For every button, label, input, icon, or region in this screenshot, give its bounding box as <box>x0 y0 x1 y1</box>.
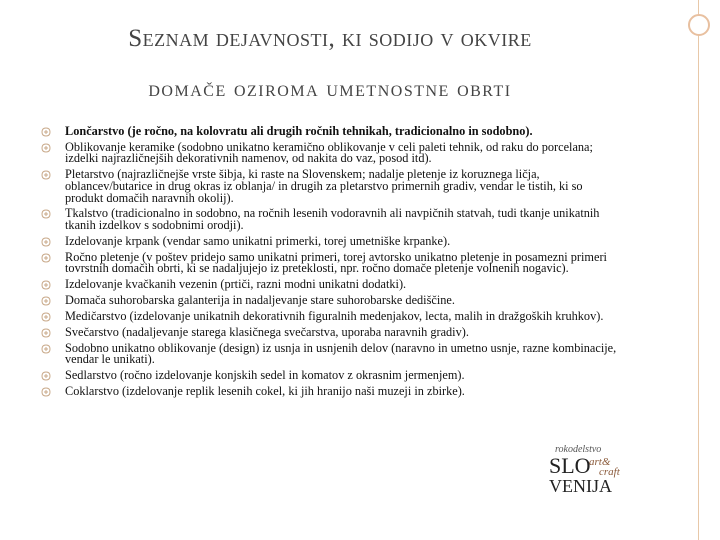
logo-letters-bottom: VENIJA <box>549 476 612 495</box>
list-item <box>40 208 620 231</box>
title-line-2: domače oziroma umetnostne obrti <box>148 76 512 101</box>
list-item <box>40 324 620 339</box>
list-item <box>40 233 620 248</box>
bullet-icon <box>41 387 51 397</box>
bullet-icon <box>41 237 51 247</box>
list-item-text: Medičarstvo (izdelovanje unikatnih dekorativnih figuralnih medenjakov, lecta, malih in dražgoških kruhkov). <box>65 309 604 324</box>
list-item <box>40 249 620 276</box>
list-item-text: Svečarstvo (nadaljevanje starega klasičnega svečarstva, uporaba naravnih gradiv). <box>65 324 469 339</box>
logo-top-text: rokodelstvo <box>555 444 602 455</box>
list-item-text: Ročno pletenje (v poštev pridejo samo unikatni primeri, torej avtorsko unikatno pletenje in posamezni primeri tovrstnih domačih obrti, ki se nadaljujejo iz preteklosti, npr. ročno domače pletenje volnenih nogavic). <box>65 249 607 276</box>
list-item <box>40 295 620 307</box>
bullet-icon <box>41 253 51 263</box>
list-item <box>40 279 620 291</box>
bullet-icon <box>41 143 51 153</box>
bullet-icon <box>41 312 51 322</box>
rokodelstvo-logo <box>547 443 637 495</box>
list-item-text: Izdelovanje krpank (vendar samo unikatni primerki, torej umetniške krpanke). <box>65 233 451 248</box>
bullet-icon <box>41 209 51 219</box>
bullet-icon <box>41 371 51 381</box>
list-item <box>40 311 620 323</box>
list-item-text: Pletarstvo (najrazličnejše vrste šibja, ki raste na Slovenskem; nadalje pletenje iz koruznega ličja, oblancev/butarice in drug okras iz oblanja/ in drugih za pletarstvo primernih gradiv, vendar le tistih, ki so produkt domačih naravnih okolij). <box>65 167 583 205</box>
list-item <box>40 340 620 367</box>
title-line-1: Seznam dejavnosti, ki sodijo v okvire <box>128 25 532 52</box>
list-item-text: Sodobno unikatno oblikovanje (design) iz usnja in usnjenih delov (naravno in umetno usnje, razne kombinacije, vendar le unikati). <box>65 340 617 367</box>
bullet-icon <box>41 170 51 180</box>
list-item-text: Coklarstvo (izdelovanje replik lesenih cokel, ki jih hranijo naši muzeji in zbirke). <box>65 384 465 399</box>
list-item-text: Izdelovanje kvačkanih vezenin (prtiči, razni modni unikatni dodatki). <box>65 277 407 292</box>
bullet-icon <box>41 296 51 306</box>
list-item-text: Sedlarstvo (ročno izdelovanje konjskih sedel in komatov z okrasnim jermenjem). <box>65 368 465 383</box>
decorative-border-line <box>698 0 699 540</box>
bullet-icon <box>41 127 51 137</box>
logo-word-craft: craft <box>599 466 620 478</box>
activity-list <box>40 126 620 402</box>
bullet-icon <box>41 344 51 354</box>
bullet-icon <box>41 280 51 290</box>
list-item-text: Oblikovanje keramike (sodobno unikatno keramično oblikovanje v celi paleti tehnik, od raku do porcelana; izdelki najrazličnejših dekorativnih namenov, od nakita do vaz, posod itd). <box>65 139 593 166</box>
list-item <box>40 139 620 166</box>
bullet-icon <box>41 328 51 338</box>
slide-title <box>0 26 660 100</box>
list-item-text: Tkalstvo (tradicionalno in sodobno, na ročnih lesenih vodoravnih ali navpičnih statvah, tudi tkanje unikatnih tkanih izdelkov s sodobnimi orodji). <box>65 206 600 233</box>
list-item-text: Domača suhorobarska galanterija in nadaljevanje stare suhorobarske dediščine. <box>65 293 455 308</box>
list-item <box>40 169 620 204</box>
list-item <box>40 370 620 382</box>
list-item <box>40 386 620 398</box>
logo-word-art: art& <box>589 456 611 468</box>
list-item <box>40 126 620 138</box>
logo-letters-top: SLO <box>549 453 591 478</box>
list-item-text: Lončarstvo (je ročno, na kolovratu ali drugih ročnih tehnikah, tradicionalno in sodobno). <box>65 124 533 138</box>
decorative-circle-icon <box>688 14 710 36</box>
